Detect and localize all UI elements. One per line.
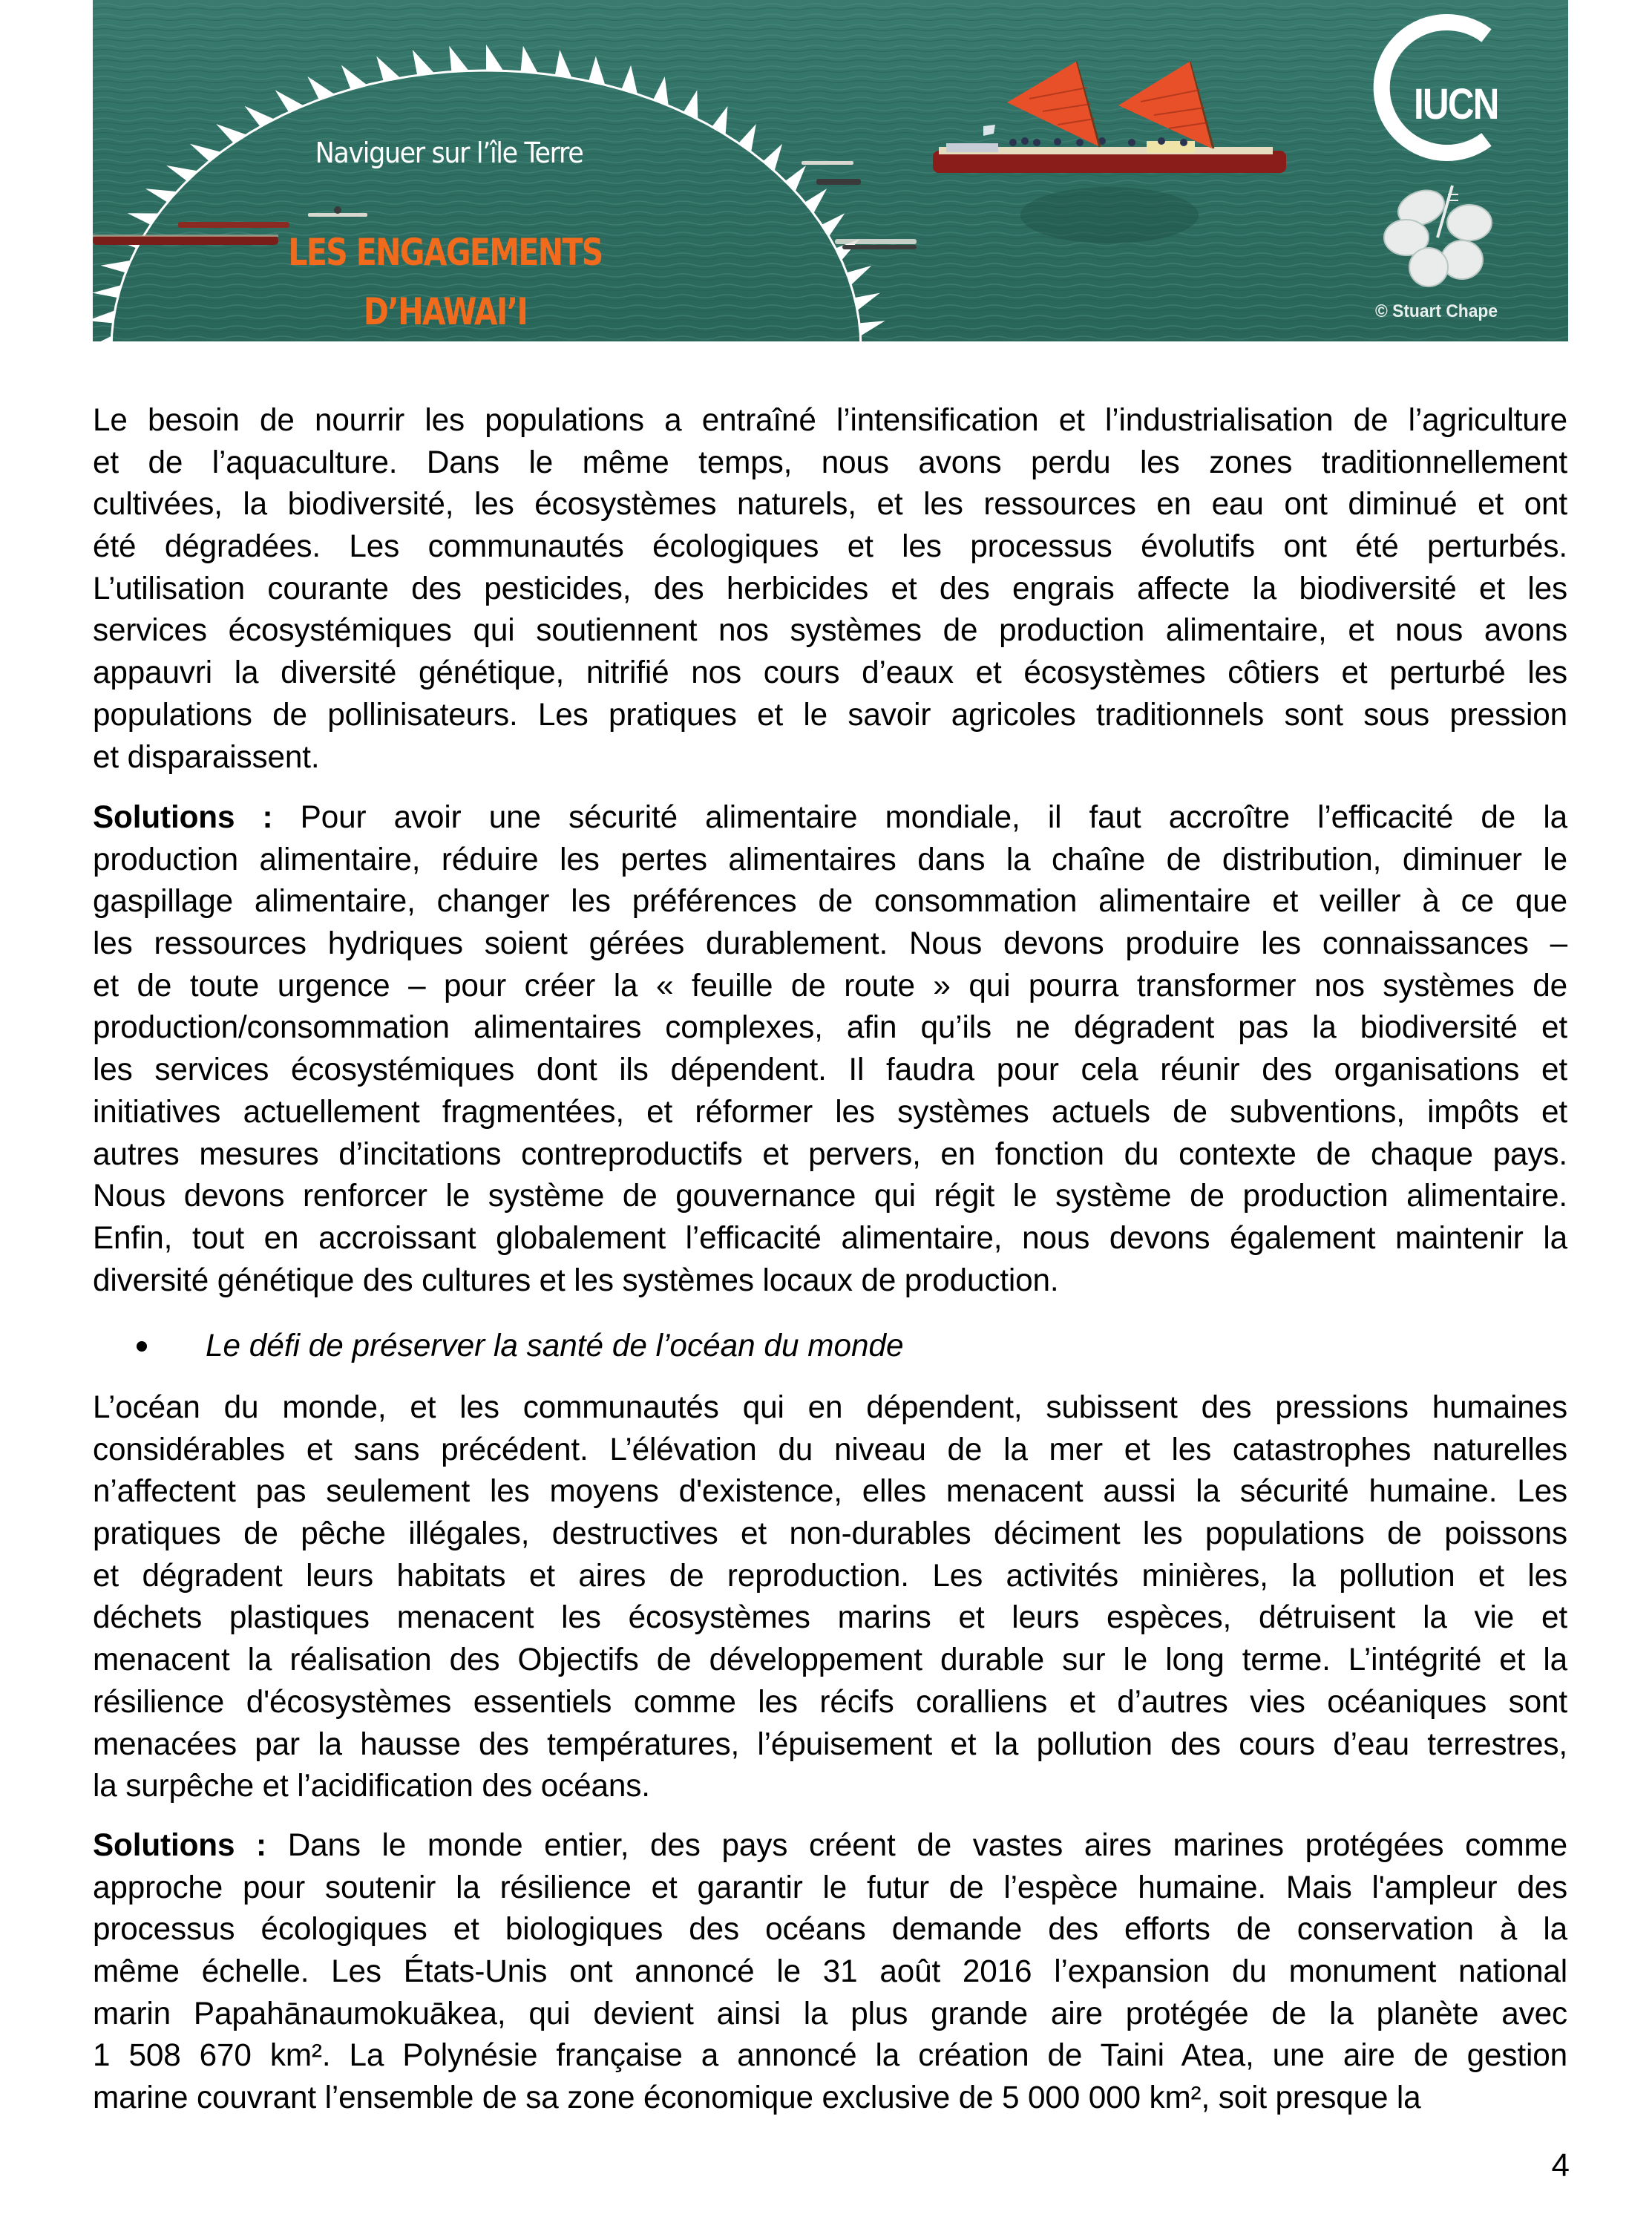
text-line xyxy=(93,652,1567,694)
line-text: services écosystémiques qui soutiennent nos systèmes de production alimentaire, et nous avons xyxy=(93,612,1567,648)
text-line xyxy=(93,2034,1567,2077)
line-text: Nous devons renforcer le système de gouvernance qui régit le système de production alimentaire. xyxy=(93,1178,1567,1214)
text-line xyxy=(93,1429,1567,1471)
text-line xyxy=(93,1260,1567,1302)
text-line xyxy=(93,1555,1567,1597)
line-text: considérables et sans précédent. L’élévation du niveau de la mer et les catastrophes naturelles xyxy=(93,1431,1567,1467)
text-line xyxy=(93,1386,1567,1429)
text-line xyxy=(93,568,1567,610)
line-text: marin Papahānaumokuākea, qui devient ainsi la plus grande aire protégée de la planète avec xyxy=(93,1995,1567,2031)
line-text: menacées par la hausse des températures, l’épuisement et la pollution des cours d’eau terrestres, xyxy=(93,1726,1567,1761)
text-line xyxy=(93,1217,1567,1260)
line-text: appauvri la diversité génétique, nitrifié nos cours d’eaux et écosystèmes côtiers et perturbé les xyxy=(93,655,1567,690)
line-text: production/consommation alimentaires complexes, afin qu’ils ne dégradent pas la biodiversité et xyxy=(93,1009,1567,1045)
bullet-heading: Le défi de préserver la santé de l’océan du monde xyxy=(206,1328,904,1363)
page-number: 4 xyxy=(1551,2147,1570,2184)
text-line xyxy=(93,1049,1567,1091)
text-line xyxy=(93,1513,1567,1555)
line-text: 1 508 670 km². La Polynésie française a annoncé la création de Taini Atea, une aire de gestion xyxy=(93,2037,1567,2073)
banner-title xyxy=(287,223,603,341)
line-text: marine couvrant l’ensemble de sa zone économique exclusive de 5 000 000 km², soit presque la xyxy=(93,2080,1421,2115)
header-banner xyxy=(93,0,1568,341)
banner-title-line: LES ENGAGEMENTS xyxy=(288,231,603,274)
text-line xyxy=(93,1951,1567,1993)
banner-subtitle: Naviguer sur l’île Terre xyxy=(315,137,583,169)
text-line xyxy=(93,796,1567,839)
paragraph xyxy=(93,399,1567,778)
line-text: même échelle. Les États-Unis ont annoncé le 31 août 2016 l’expansion du monument national xyxy=(93,1954,1567,1989)
text-line xyxy=(93,399,1567,442)
line-text: déchets plastiques menacent les écosystèmes marins et leurs espèces, détruisent la vie et xyxy=(93,1599,1567,1635)
bullet-dot-icon xyxy=(137,1341,147,1352)
paragraph-food-solutions xyxy=(93,796,1567,1301)
line-text: et disparaissent. xyxy=(93,739,320,774)
line-text: la surpêche et l’acidification des océans. xyxy=(93,1768,650,1804)
text-line xyxy=(93,1175,1567,1217)
line-text: production alimentaire, réduire les pertes alimentaires dans la chaîne de distribution, diminuer le xyxy=(93,841,1567,877)
line-text: Dans le monde entier, des pays créent de vastes aires marines protégées comme xyxy=(287,1827,1567,1862)
paragraph-food-context xyxy=(93,399,1567,778)
banner-title-line: D’HAWAI’I xyxy=(363,290,528,333)
paragraph xyxy=(93,1386,1567,1807)
paragraph-ocean-context xyxy=(93,1386,1567,1807)
line-text: pratiques de pêche illégales, destructives et non-durables déciment les populations de poissons xyxy=(93,1516,1567,1551)
text-line xyxy=(93,1091,1567,1133)
text-line xyxy=(93,880,1567,923)
line-text: les services écosystémiques dont ils dépendent. Il faudra pour cela réunir des organisations et xyxy=(93,1052,1567,1087)
line-text: autres mesures d’incitations contreproductifs et pervers, en fonction du contexte de chaque pays. xyxy=(93,1136,1567,1171)
text-line xyxy=(93,1765,1567,1807)
text-line xyxy=(93,1681,1567,1723)
line-text: n’affectent pas seulement les moyens d'existence, elles menacent aussi la sécurité humaine. Les xyxy=(93,1473,1567,1509)
text-line xyxy=(93,736,1567,779)
solutions-label: Solutions : xyxy=(93,1827,266,1862)
line-text: et de l’aquaculture. Dans le même temps, nous avons perdu les zones traditionnellement xyxy=(93,444,1567,479)
line-text: initiatives actuellement fragmentées, et réformer les systèmes actuels de subventions, impôts et xyxy=(93,1093,1567,1129)
paragraph xyxy=(93,1824,1567,2119)
text-line xyxy=(93,1597,1567,1639)
line-text: cultivées, la biodiversité, les écosystèmes naturels, et les ressources en eau ont diminué et ont xyxy=(93,486,1567,522)
text-line xyxy=(93,1867,1567,1909)
paragraph-ocean-solutions xyxy=(93,1824,1567,2119)
line-text: été dégradées. Les communautés écologiques et les processus évolutifs ont été perturbés. xyxy=(93,528,1567,564)
line-text: menacent la réalisation des Objectifs de développement durable sur le long terme. L’intégrité et la xyxy=(93,1642,1567,1677)
text-line xyxy=(93,1006,1567,1049)
paragraph xyxy=(93,796,1567,1301)
text-line xyxy=(93,1723,1567,1766)
line-text: L’utilisation courante des pesticides, des herbicides et des engrais affecte la biodiversité et les xyxy=(93,570,1567,606)
line-text: Enfin, tout en accroissant globalement l’efficacité alimentaire, nous devons également maintenir la xyxy=(93,1219,1567,1255)
iucn-logo-text: IUCN xyxy=(1414,80,1498,128)
text-line xyxy=(93,1470,1567,1513)
text-line xyxy=(93,1824,1567,1867)
text-line xyxy=(93,1639,1567,1681)
line-text: Pour avoir une sécurité alimentaire mondiale, il faut accroître l’efficacité de la xyxy=(300,799,1568,834)
text-line xyxy=(93,1993,1567,2035)
text-line xyxy=(93,1908,1567,1951)
line-text: L’océan du monde, et les communautés qui en dépendent, subissent des pressions humaines xyxy=(93,1389,1567,1424)
text-line xyxy=(93,923,1567,965)
line-text: gaspillage alimentaire, changer les préférences de consommation alimentaire et veiller à ce que xyxy=(93,883,1567,919)
line-text: populations de pollinisateurs. Les pratiques et le savoir agricoles traditionnels sont sous pression xyxy=(93,696,1567,732)
text-line xyxy=(93,483,1567,525)
line-text: et dégradent leurs habitats et aires de reproduction. Les activités minières, la pollution et les xyxy=(93,1557,1567,1593)
text-line xyxy=(93,442,1567,484)
line-text: processus écologiques et biologiques des océans demande des efforts de conservation à la xyxy=(93,1911,1567,1947)
line-text: les ressources hydriques soient gérées durablement. Nous devons produire les connaissances – xyxy=(93,926,1567,961)
text-line xyxy=(93,694,1567,736)
line-text: et de toute urgence – pour créer la « feuille de route » qui pourra transformer nos systèmes de xyxy=(93,967,1567,1003)
text-line xyxy=(93,839,1567,881)
text-line xyxy=(93,525,1567,568)
line-text: diversité génétique des cultures et les systèmes locaux de production. xyxy=(93,1262,1059,1297)
text-line xyxy=(93,965,1567,1007)
line-text: Le besoin de nourrir les populations a entraîné l’intensification et l’industrialisation de l’agriculture xyxy=(93,402,1567,437)
line-text: approche pour soutenir la résilience et garantir le futur de l’espèce humaine. Mais l'ampleur des xyxy=(93,1869,1567,1905)
photo-credit: © Stuart Chape xyxy=(1375,301,1498,321)
line-text: résilience d'écosystèmes essentiels comme les récifs coralliens et d’autres vies océaniques sont xyxy=(93,1683,1567,1719)
solutions-label: Solutions : xyxy=(93,799,273,834)
text-line xyxy=(93,2077,1567,2119)
text-line xyxy=(93,609,1567,652)
text-line xyxy=(93,1133,1567,1176)
